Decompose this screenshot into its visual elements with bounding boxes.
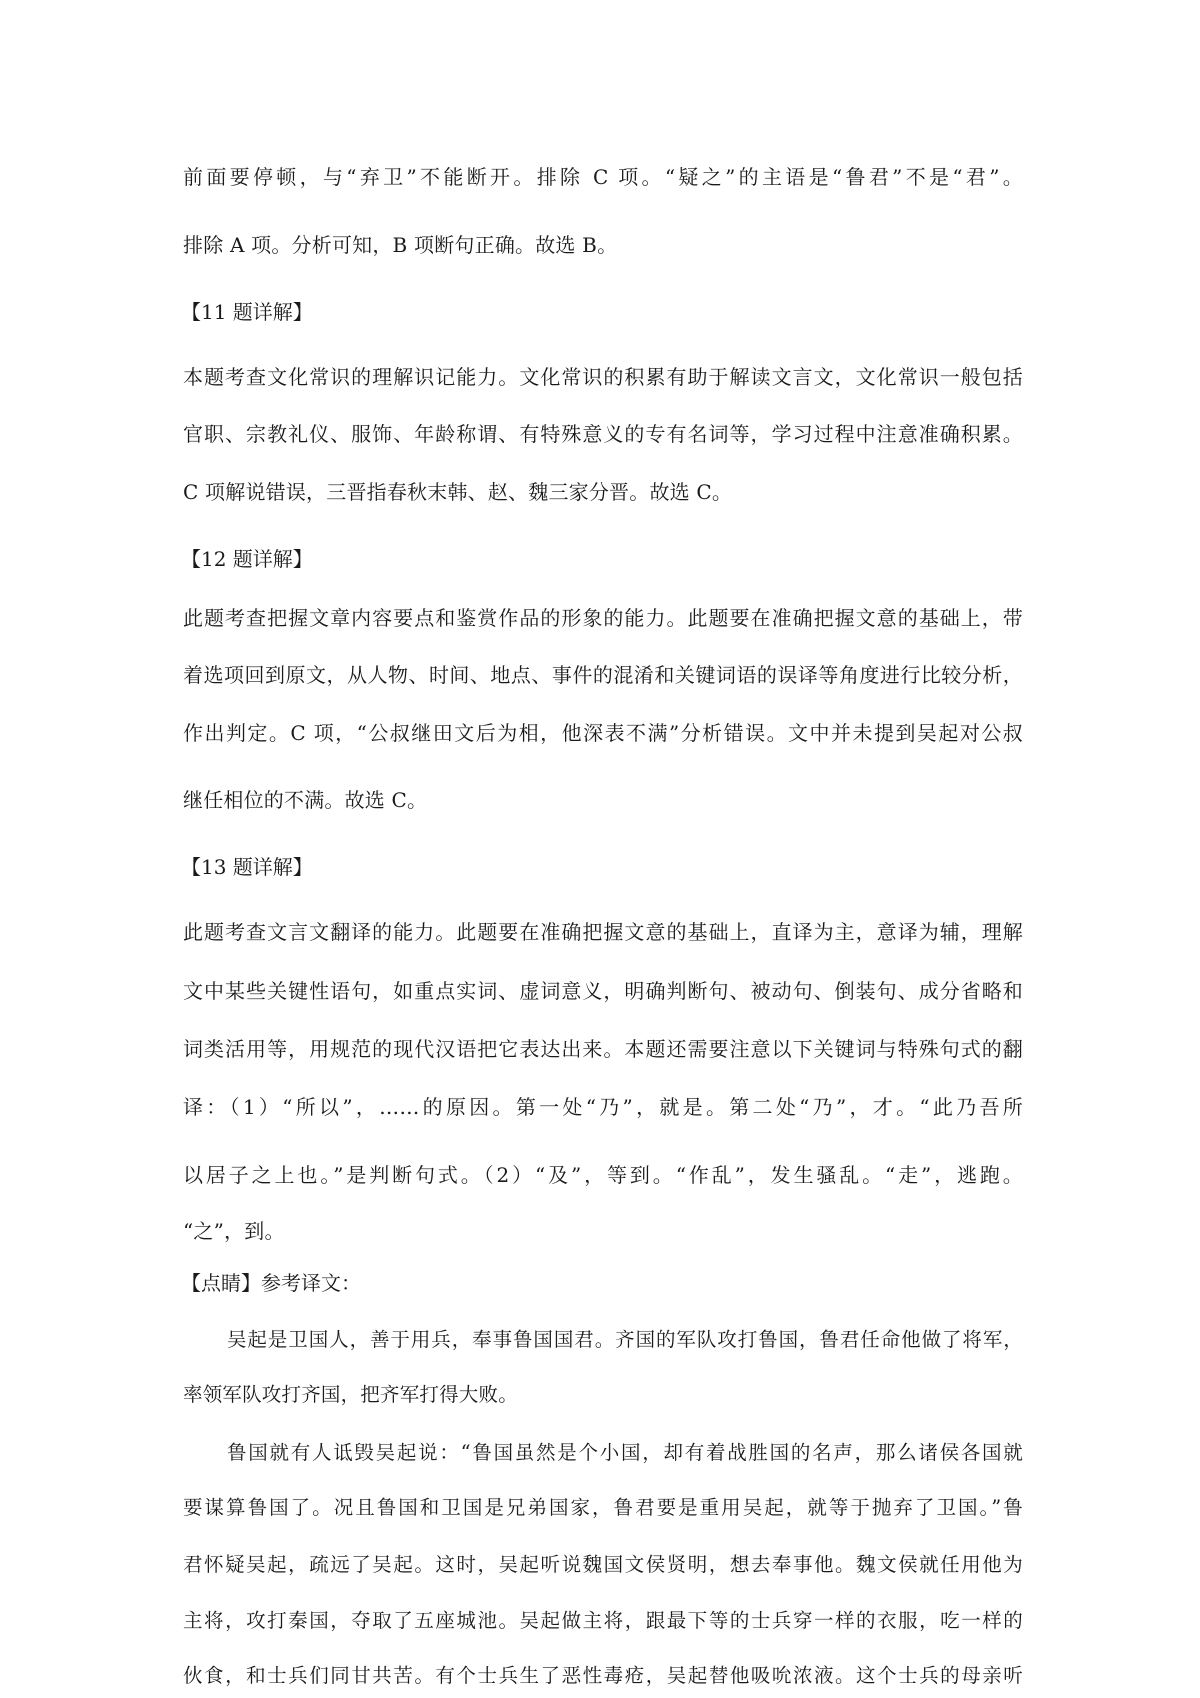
q11-line-1: 本题考查文化常识的理解识记能力。文化常识的积累有助于解读文言文，文化常识一般包括	[183, 365, 1023, 389]
q12-line-4: 继任相位的不满。故选 C。	[183, 788, 428, 812]
translation-para1-line-1: 吴起是卫国人，善于用兵，奉事鲁国国君。齐国的军队攻打鲁国，鲁君任命他做了将军，	[227, 1328, 1023, 1351]
q13-line-1: 此题考查文言文翻译的能力。此题要在准确把握文意的基础上，直译为主，意译为辅，理解	[183, 920, 1023, 944]
q13-line-4: 译：（1）“所以”，……的原因。第一处“乃”，就是。第二处“乃”，才。“此乃吾所	[183, 1095, 1023, 1119]
q11-heading: 【11 题详解】	[181, 300, 313, 324]
q12-heading: 【12 题详解】	[181, 547, 313, 571]
q13-line-5: 以居子之上也。”是判断句式。（2）“及”，等到。“作乱”，发生骚乱。“走”，逃跑。	[183, 1163, 1023, 1187]
q12-line-1: 此题考查把握文章内容要点和鉴赏作品的形象的能力。此题要在准确把握文意的基础上，带	[183, 606, 1023, 630]
translation-para2-line-1: 鲁国就有人诋毁吴起说：“鲁国虽然是个小国，却有着战胜国的名声，那么诸侯各国就	[227, 1441, 1023, 1464]
q11-line-3: C 项解说错误，三晋指春秋末韩、赵、魏三家分晋。故选 C。	[183, 480, 733, 504]
q12-line-3: 作出判定。C 项，“公叔继田文后为相，他深表不满”分析错误。文中并未提到吴起对公叔	[183, 721, 1023, 745]
q11-line-2: 官职、宗教礼仪、服饰、年龄称谓、有特殊意义的专有名词等，学习过程中注意准确积累。	[183, 422, 1023, 446]
q13-line-2: 文中某些关键性语句，如重点实词、虚词意义，明确判断句、被动句、倒装句、成分省略和	[183, 979, 1023, 1003]
q13-heading: 【13 题详解】	[181, 855, 313, 879]
q13-line-3: 词类活用等，用规范的现代汉语把它表达出来。本题还需要注意以下关键词与特殊句式的翻	[183, 1037, 1023, 1061]
notes-heading: 【点睛】参考译文：	[181, 1271, 361, 1295]
prev-explanation-line-2: 排除 A 项。分析可知，B 项断句正确。故选 B。	[183, 233, 618, 257]
translation-para2-line-4: 主将，攻打秦国，夺取了五座城池。吴起做主将，跟最下等的士兵穿一样的衣服，吃一样的	[183, 1609, 1023, 1632]
translation-para2-line-3: 君怀疑吴起，疏远了吴起。这时，吴起听说魏国文侯贤明，想去奉事他。魏文侯就任用他为	[183, 1553, 1023, 1576]
q13-line-6: “之”，到。	[183, 1219, 285, 1243]
translation-para2-line-2: 要谋算鲁国了。况且鲁国和卫国是兄弟国家，鲁君要是重用吴起，就等于抛弃了卫国。”鲁	[183, 1496, 1023, 1519]
translation-para1-line-2: 率领军队攻打齐国，把齐军打得大败。	[183, 1383, 518, 1406]
q12-line-2: 着选项回到原文，从人物、时间、地点、事件的混淆和关键词语的误译等角度进行比较分析，	[183, 663, 1023, 687]
prev-explanation-line-1: 前面要停顿，与“弃卫”不能断开。排除 C 项。“疑之”的主语是“鲁君”不是“君”。	[183, 165, 1023, 189]
translation-para2-line-5: 伙食，和士兵们同甘共苦。有个士兵生了恶性毒疮，吴起替他吸吮浓液。这个士兵的母亲听	[183, 1664, 1023, 1687]
